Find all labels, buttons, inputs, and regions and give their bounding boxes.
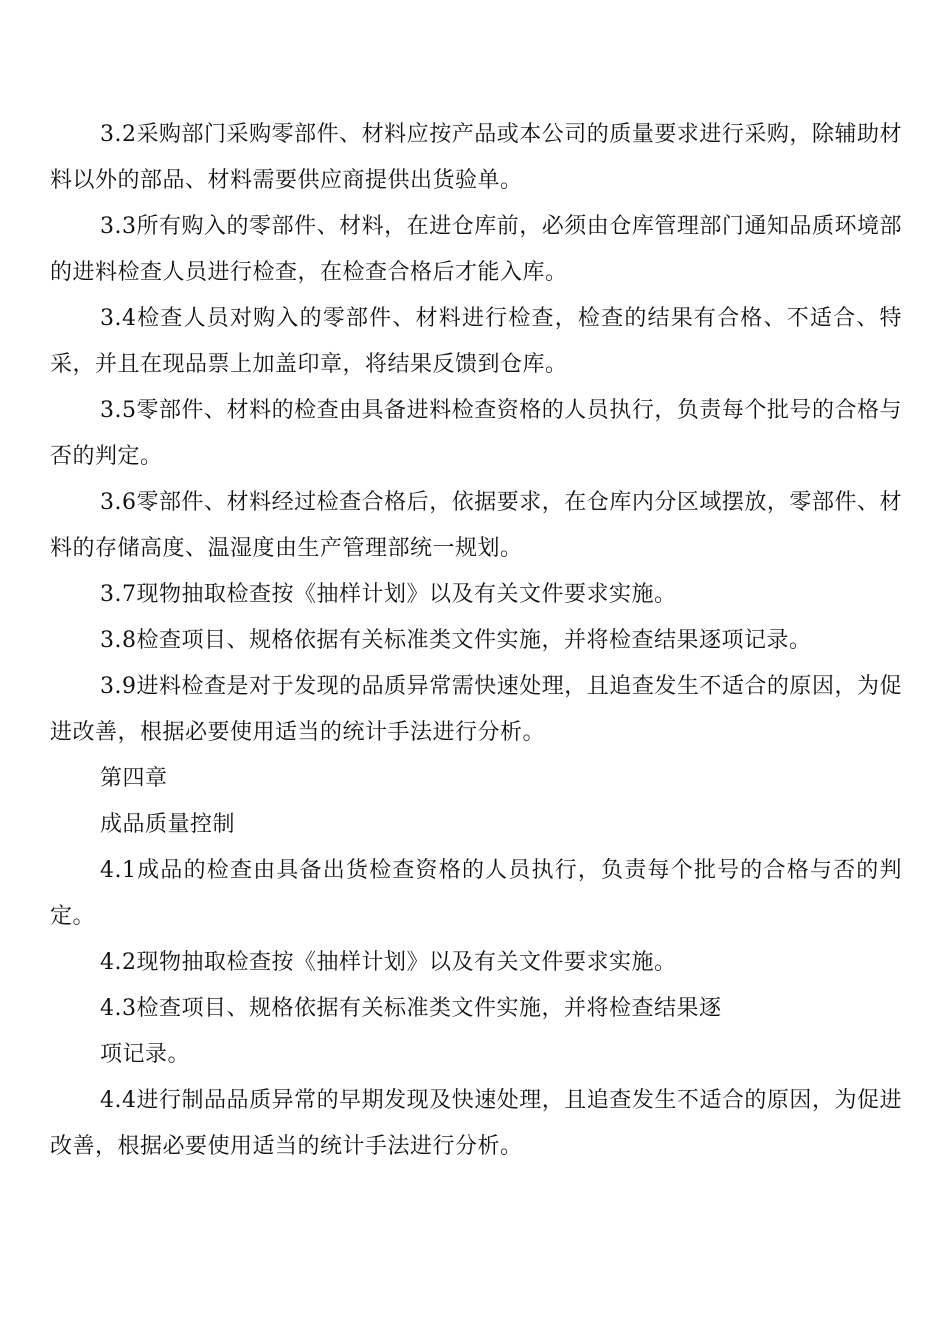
paragraph-4-1: 4.1成品的检查由具备出货检查资格的人员执行，负责每个批号的合格与否的判定。	[50, 858, 902, 929]
paragraph-4-2: 4.2现物抽取检查按《抽样计划》以及有关文件要求实施。	[100, 950, 677, 975]
paragraph-3-2: 3.2采购部门采购零部件、材料应按产品或本公司的质量要求进行采购，除辅助材料以外的部品、材料需要供应商提供出货验单。	[50, 122, 902, 193]
chapter-title: 成品质量控制	[100, 812, 236, 837]
paragraph-3-4: 3.4检查人员对购入的零部件、材料进行检查，检查的结果有合格、不适合、特采，并且在现品票上加盖印章，将结果反馈到仓库。	[50, 306, 902, 377]
paragraph-3-3: 3.3所有购入的零部件、材料，在进仓库前，必须由仓库管理部门通知品质环境部的进料检查人员进行检查，在检查合格后才能入库。	[50, 214, 902, 285]
paragraph-3-5: 3.5零部件、材料的检查由具备进料检查资格的人员执行，负责每个批号的合格与否的判定。	[50, 398, 902, 469]
chapter-heading: 第四章	[100, 766, 168, 791]
document-body	[50, 112, 902, 1170]
paragraph-4-3: 4.3检查项目、规格依据有关标准类文件实施，并将检查结果逐	[100, 996, 722, 1021]
paragraph-4-4: 4.4进行制品品质异常的早期发现及快速处理，且追查发生不适合的原因，为促进改善，根据必要使用适当的统计手法进行分析。	[50, 1088, 902, 1159]
paragraph-3-9: 3.9进料检查是对于发现的品质异常需快速处理，且追查发生不适合的原因，为促进改善，根据必要使用适当的统计手法进行分析。	[50, 674, 902, 745]
paragraph-3-7: 3.7现物抽取检查按《抽样计划》以及有关文件要求实施。	[100, 582, 677, 607]
paragraph-4-3-continued: 项记录。	[100, 1042, 191, 1067]
paragraph-3-6: 3.6零部件、材料经过检查合格后，依据要求，在仓库内分区域摆放，零部件、材料的存储高度、温湿度由生产管理部统一规划。	[50, 490, 902, 561]
paragraph-3-8: 3.8检查项目、规格依据有关标准类文件实施，并将检查结果逐项记录。	[100, 628, 812, 653]
